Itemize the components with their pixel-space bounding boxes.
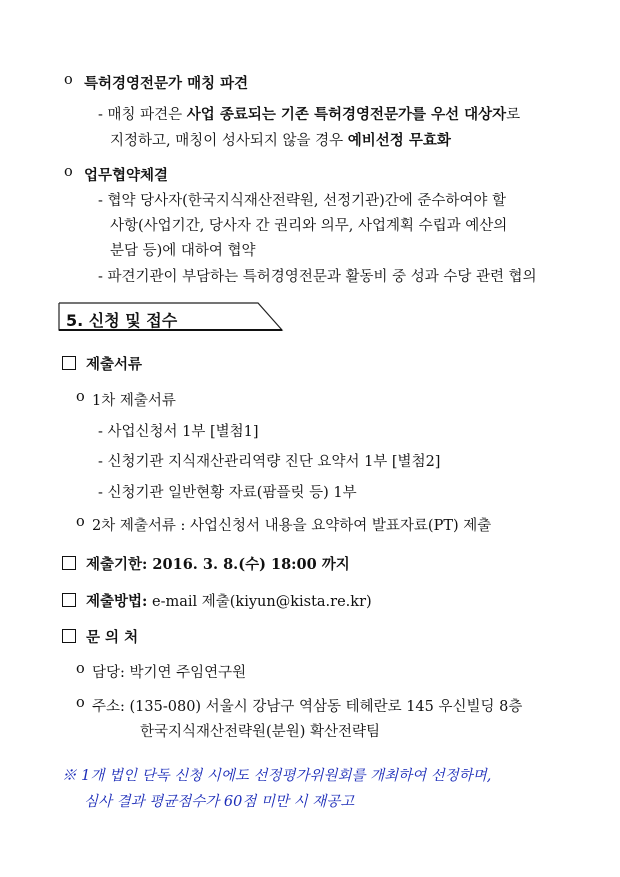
matching-line-1: - 매칭 파견은 사업 종료되는 기존 특허경영전문가를 우선 대상자로 xyxy=(98,106,521,123)
heading-matching: 특허경영전문가 매칭 파견 xyxy=(84,75,249,92)
checkbox-square-icon xyxy=(62,356,76,370)
docs-second-round: 2차 제출서류 : 사업신청서 내용을 요약하여 발표자료(PT) 제출 xyxy=(92,518,492,534)
note-line-2: 심사 결과 평균점수가 60점 미만 시 재공고 xyxy=(84,794,355,810)
contact-address-1: 주소: (135-080) 서울시 강남구 역삼동 테헤란로 145 우신빌딩 8층 xyxy=(92,699,523,715)
bullet-o: o xyxy=(64,72,73,88)
section-title: 5. 신청 및 접수 xyxy=(66,311,178,330)
method-line: 제출방법: e-mail 제출(kiyun@kista.re.kr) xyxy=(62,590,372,611)
docs-item: - 신청기관 지식재산관리역량 진단 요약서 1부 [별첨2] xyxy=(98,454,441,470)
heading-agreement: 업무협약체결 xyxy=(84,167,169,184)
contact-person: 담당: 박기연 주임연구원 xyxy=(92,665,247,681)
matching-line-2: 지정하고, 매칭이 성사되지 않을 경우 예비선정 무효화 xyxy=(110,132,451,149)
contact-heading: 문 의 처 xyxy=(62,626,138,647)
checkbox-square-icon xyxy=(62,556,76,570)
bullet-o: o xyxy=(64,164,73,180)
bullet-o: o xyxy=(76,514,85,530)
docs-item: - 신청기관 일반현황 자료(팜플릿 등) 1부 xyxy=(98,485,357,501)
agreement-line-4: - 파견기관이 부담하는 특허경영전문과 활동비 중 성과 수당 관련 협의 xyxy=(98,269,537,285)
agreement-line-1: - 협약 당사자(한국지식재산전략원, 선정기관)간에 준수하여야 할 xyxy=(98,193,507,209)
checkbox-square-icon xyxy=(62,593,76,607)
bullet-o: o xyxy=(76,661,85,677)
bullet-o: o xyxy=(76,695,85,711)
docs-first-round: 1차 제출서류 xyxy=(92,393,176,409)
docs-heading: 제출서류 xyxy=(62,353,142,374)
deadline-line: 제출기한: 2016. 3. 8.(수) 18:00 까지 xyxy=(62,553,350,574)
agreement-line-2: 사항(사업기간, 당사자 간 권리와 의무, 사업계획 수립과 예산의 xyxy=(110,218,508,234)
note-line-1: ※ 1개 법인 단독 신청 시에도 선정평가위원회를 개최하여 선정하며, xyxy=(62,768,492,784)
section-header xyxy=(58,302,284,336)
checkbox-square-icon xyxy=(62,629,76,643)
agreement-line-3: 분담 등)에 대하여 협약 xyxy=(110,243,256,259)
bullet-o: o xyxy=(76,389,85,405)
contact-address-2: 한국지식재산전략원(분원) 확산전략팀 xyxy=(140,724,381,740)
docs-item: - 사업신청서 1부 [별첨1] xyxy=(98,424,259,440)
